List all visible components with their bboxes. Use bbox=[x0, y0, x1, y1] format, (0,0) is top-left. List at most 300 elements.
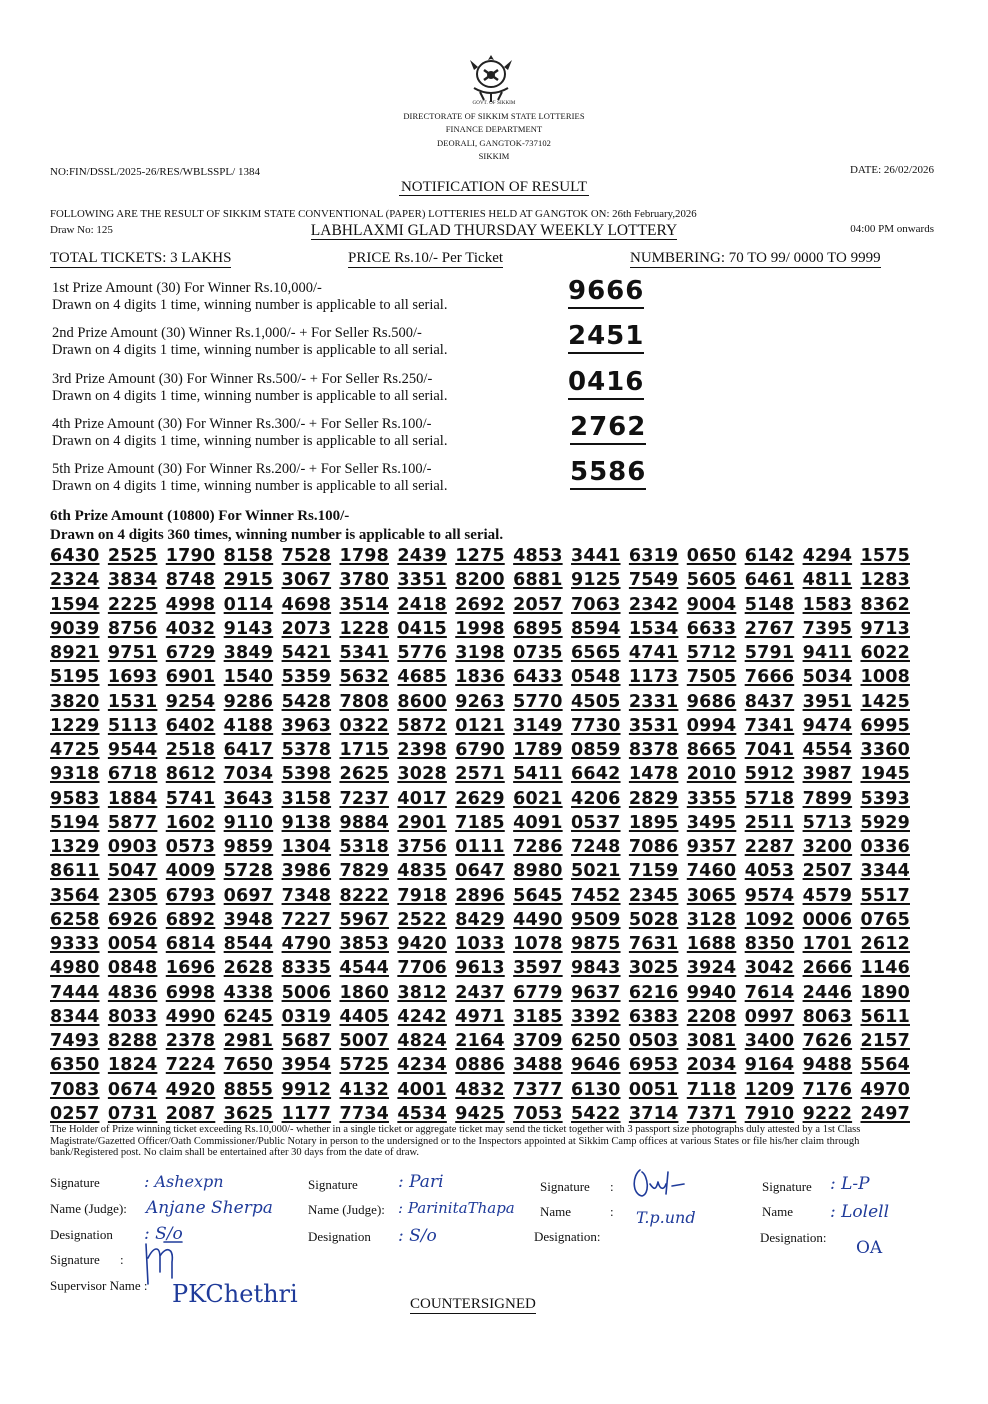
sixth-prize-number: 4017 bbox=[397, 788, 447, 809]
sixth-prize-number: 7910 bbox=[744, 1103, 795, 1124]
sixth-prize-number: 5194 bbox=[50, 812, 100, 833]
notification-date: DATE: 26/02/2026 bbox=[849, 164, 934, 176]
sixth-prize-number: 6565 bbox=[571, 643, 621, 663]
sixth-prize-number: 6417 bbox=[223, 740, 274, 760]
sixth-prize-number: 5929 bbox=[860, 812, 910, 833]
sixth-prize-number: 5006 bbox=[281, 982, 332, 1003]
sig2-name-handwritten: : ParinitaThapa bbox=[398, 1199, 515, 1217]
sixth-prize-number: 8921 bbox=[50, 643, 100, 663]
sixth-prize-number: 6995 bbox=[860, 715, 910, 736]
sixth-prize-number: 7371 bbox=[686, 1103, 737, 1124]
sixth-prize-number: 5741 bbox=[165, 788, 216, 809]
sixth-prize-number: 3820 bbox=[50, 691, 100, 712]
sixth-prize-number: 8335 bbox=[281, 958, 332, 979]
sixth-prize-row bbox=[50, 667, 910, 691]
sixth-prize-number: 5113 bbox=[107, 715, 158, 736]
sixth-prize-number: 5877 bbox=[107, 812, 158, 833]
sixth-prize-number: 4091 bbox=[513, 812, 563, 833]
sixth-prize-number: 3709 bbox=[513, 1031, 563, 1051]
sixth-prize-number: 9286 bbox=[223, 691, 274, 712]
sixth-prize-number: 2324 bbox=[50, 570, 100, 591]
sixth-prize-number: 9875 bbox=[571, 934, 621, 954]
sixth-prize-number: 2511 bbox=[744, 812, 795, 833]
sixth-prize-number: 2767 bbox=[744, 618, 795, 639]
sixth-prize-number: 5148 bbox=[744, 594, 795, 615]
sixth-prize-number: 3924 bbox=[686, 958, 737, 979]
sixth-prize-number: 3065 bbox=[686, 885, 737, 906]
sixth-prize-number: 7227 bbox=[281, 909, 332, 930]
sixth-prize-number: 8063 bbox=[802, 1006, 853, 1027]
sixth-prize-number: 2829 bbox=[628, 788, 679, 809]
sixth-prize-row bbox=[50, 886, 910, 910]
sixth-prize-number: 6245 bbox=[223, 1006, 274, 1027]
sixth-prize-number: 4685 bbox=[397, 667, 447, 688]
sixth-prize-number: 1229 bbox=[50, 715, 100, 736]
sixth-prize-number: 9125 bbox=[571, 570, 621, 591]
sixth-prize-number: 5378 bbox=[281, 740, 332, 760]
sixth-prize-number: 7650 bbox=[223, 1055, 274, 1076]
sixth-prize-number: 0859 bbox=[571, 740, 621, 760]
sixth-prize-number: 2612 bbox=[860, 934, 910, 954]
sixth-prize-number: 6793 bbox=[165, 885, 216, 906]
sixth-prize-number: 1693 bbox=[107, 667, 158, 688]
sixth-prize-number: 9686 bbox=[686, 691, 737, 712]
sixth-prize-number: 0319 bbox=[281, 1006, 332, 1027]
sixth-prize-number: 8288 bbox=[107, 1031, 158, 1051]
ticket-numbering: NUMBERING: 70 TO 99/ 0000 TO 9999 bbox=[630, 250, 881, 266]
sixth-prize-row bbox=[50, 910, 910, 934]
sixth-prize-number: 1575 bbox=[860, 546, 910, 566]
sixth-prize-number: 4234 bbox=[397, 1055, 447, 1076]
sixth-prize-row bbox=[50, 643, 910, 667]
sig1-designation-label: Designation bbox=[50, 1227, 113, 1242]
sixth-prize-number: 7248 bbox=[571, 837, 621, 857]
sixth-prize-number: 9110 bbox=[223, 812, 274, 833]
sixth-prize-number: 8378 bbox=[628, 740, 679, 760]
sixth-prize-number: 4009 bbox=[165, 861, 216, 882]
sixth-prize-number: 7528 bbox=[281, 546, 332, 566]
sixth-prize-number: 9222 bbox=[802, 1103, 853, 1124]
sixth-prize-number: 9574 bbox=[744, 885, 795, 906]
sixth-prize-number: 9646 bbox=[571, 1055, 621, 1076]
sixth-prize-number: 2378 bbox=[165, 1031, 216, 1051]
fourth-prize-number: 2762 bbox=[570, 412, 646, 445]
sixth-prize-number: 6319 bbox=[628, 546, 679, 566]
sixth-prize-number: 0765 bbox=[860, 909, 910, 930]
sixth-prize-number: 9509 bbox=[571, 909, 621, 930]
sixth-prize-number: 5605 bbox=[686, 570, 737, 591]
sixth-prize-number: 5725 bbox=[339, 1055, 389, 1076]
sixth-prize-number: 4998 bbox=[165, 594, 216, 615]
sixth-prize-number: 1688 bbox=[686, 934, 737, 954]
sixth-prize-row bbox=[50, 1031, 910, 1055]
sixth-prize-row bbox=[50, 764, 910, 788]
sixth-prize-number: 6350 bbox=[50, 1055, 100, 1076]
sixth-prize-number: 2625 bbox=[339, 764, 389, 785]
sixth-prize-number: 2010 bbox=[686, 764, 737, 785]
sixth-prize-number: 0994 bbox=[686, 715, 737, 736]
sixth-prize-row bbox=[50, 546, 910, 570]
sig2-name-label: Name (Judge): bbox=[308, 1202, 385, 1217]
sixth-prize-number: 3987 bbox=[802, 764, 853, 785]
second-prize-number: 2451 bbox=[568, 321, 644, 354]
sixth-prize-number: 2915 bbox=[223, 570, 274, 591]
sixth-prize-number: 2666 bbox=[802, 958, 853, 979]
sixth-prize-number: 6718 bbox=[107, 764, 158, 785]
state-emblem-icon bbox=[466, 52, 516, 104]
sixth-prize-number: 1283 bbox=[860, 570, 910, 591]
sixth-prize-number: 2287 bbox=[744, 837, 795, 857]
sixth-prize-number: 2331 bbox=[628, 691, 679, 712]
page-title: NOTIFICATION OF RESULT bbox=[400, 179, 588, 195]
sixth-prize-number: 1228 bbox=[339, 618, 389, 639]
sixth-prize-number: 9544 bbox=[107, 740, 158, 760]
sixth-prize-number: 7706 bbox=[397, 958, 447, 979]
sixth-prize-number: 1836 bbox=[455, 667, 505, 688]
sixth-prize-number: 7452 bbox=[571, 885, 621, 906]
sixth-prize-number: 6642 bbox=[571, 764, 621, 785]
sixth-prize-number: 3185 bbox=[513, 1006, 563, 1027]
sixth-prize-row bbox=[50, 740, 910, 764]
sixth-prize-number: 4971 bbox=[455, 1006, 505, 1027]
sixth-prize-number: 0336 bbox=[860, 837, 910, 857]
sixth-prize-number: 1696 bbox=[165, 958, 216, 979]
sixth-prize-number: 2692 bbox=[455, 594, 505, 615]
sixth-prize-number: 9318 bbox=[50, 764, 100, 785]
sixth-prize-number: 4188 bbox=[223, 715, 274, 736]
sixth-prize-number: 7626 bbox=[802, 1031, 853, 1051]
reference-number: NO:FIN/DSSL/2025-26/RES/WBLSSPL/ 1384 bbox=[50, 166, 260, 178]
sixth-prize-number: 9420 bbox=[397, 934, 447, 954]
sixth-prize-number: 3149 bbox=[513, 715, 563, 736]
sixth-prize-row bbox=[50, 934, 910, 958]
sixth-prize-number: 7460 bbox=[686, 861, 737, 882]
sixth-prize-number: 3780 bbox=[339, 570, 389, 591]
sixth-prize-number: 9164 bbox=[744, 1055, 795, 1076]
sixth-prize-number: 3392 bbox=[571, 1006, 621, 1027]
sixth-prize-number: 5718 bbox=[744, 788, 795, 809]
sixth-prize-number: 8748 bbox=[165, 570, 216, 591]
sixth-prize-number: 3564 bbox=[50, 885, 100, 906]
sixth-prize-number: 1078 bbox=[513, 934, 563, 954]
sixth-prize-row bbox=[50, 1007, 910, 1031]
sixth-prize-number-grid bbox=[50, 546, 910, 1128]
sixth-prize-number: 9583 bbox=[50, 788, 100, 809]
sixth-prize-number: 3128 bbox=[686, 909, 737, 930]
sixth-prize-number: 5645 bbox=[513, 885, 563, 906]
sixth-prize-number: 3351 bbox=[397, 570, 447, 591]
sixth-prize-number: 6021 bbox=[513, 788, 563, 809]
supervisor-signature-label: Signature bbox=[50, 1252, 100, 1267]
sixth-prize-number: 9357 bbox=[686, 837, 737, 857]
sixth-prize-number: 6383 bbox=[628, 1006, 679, 1027]
sixth-prize-number: 4832 bbox=[455, 1079, 505, 1100]
sixth-prize-number: 7734 bbox=[339, 1103, 389, 1124]
sixth-prize-number: 1998 bbox=[455, 618, 505, 639]
sixth-prize-number: 4853 bbox=[513, 546, 563, 566]
sixth-prize-number: 7899 bbox=[802, 788, 853, 809]
sixth-prize-number: 5195 bbox=[50, 667, 100, 688]
sixth-prize-number: 3200 bbox=[802, 837, 853, 857]
sixth-prize-number: 2157 bbox=[860, 1031, 910, 1051]
sixth-prize-number: 0735 bbox=[513, 643, 563, 663]
sixth-prize-number: 2034 bbox=[686, 1055, 737, 1076]
sixth-prize-number: 8611 bbox=[50, 861, 100, 882]
sixth-prize-number: 5028 bbox=[628, 909, 679, 930]
sixth-prize-number: 2896 bbox=[455, 885, 505, 906]
sig2-designation-label: Designation bbox=[308, 1229, 371, 1244]
draw-time: 04:00 PM onwards bbox=[850, 223, 934, 235]
address: DEORALI, GANGTOK-737102 bbox=[436, 138, 552, 148]
sixth-prize-number: 4811 bbox=[802, 570, 853, 591]
sixth-prize-number: 6216 bbox=[628, 982, 679, 1003]
sig4-designation-handwritten: OA bbox=[856, 1238, 883, 1258]
sixth-prize-row bbox=[50, 983, 910, 1007]
sixth-prize-number: 9488 bbox=[802, 1055, 853, 1076]
sixth-prize-number: 5564 bbox=[860, 1055, 910, 1076]
sixth-prize-number: 4405 bbox=[339, 1006, 389, 1027]
sig1-name-label: Name (Judge): bbox=[50, 1201, 127, 1216]
sixth-prize-number: 7829 bbox=[339, 861, 389, 882]
sixth-prize-number: 1860 bbox=[339, 982, 389, 1003]
sixth-prize-number: 4579 bbox=[802, 885, 853, 906]
sixth-prize-number: 5359 bbox=[281, 667, 332, 688]
sixth-prize-number: 2225 bbox=[107, 594, 158, 615]
sixth-prize-number: 2571 bbox=[455, 764, 505, 785]
govt-label: GOVT. OF SIKKIM bbox=[472, 101, 516, 106]
sixth-prize-row bbox=[50, 1080, 910, 1104]
sixth-prize-row bbox=[50, 837, 910, 861]
sixth-prize-number: 4725 bbox=[50, 740, 100, 760]
fifth-prize-description: 5th Prize Amount (30) For Winner Rs.200/- + For Seller Rs.100/- Drawn on 4 digits 1 time, winning number is applicable to all serial. bbox=[52, 461, 448, 494]
sig3-signature-label: Signature bbox=[540, 1179, 590, 1194]
sig2-signature-label: Signature bbox=[308, 1177, 358, 1192]
sixth-prize-number: 2439 bbox=[397, 546, 447, 566]
sixth-prize-number: 1146 bbox=[860, 958, 910, 979]
sixth-prize-number: 3812 bbox=[397, 982, 447, 1003]
sixth-prize-number: 5611 bbox=[860, 1006, 910, 1027]
sixth-prize-number: 3081 bbox=[686, 1031, 737, 1051]
total-tickets: TOTAL TICKETS: 3 LAKHS bbox=[50, 250, 232, 266]
sixth-prize-number: 6814 bbox=[165, 934, 216, 954]
sixth-prize-number: 4544 bbox=[339, 958, 389, 979]
sixth-prize-number: 2507 bbox=[802, 861, 853, 882]
sixth-prize-number: 2398 bbox=[397, 740, 447, 760]
sixth-prize-number: 1092 bbox=[744, 909, 795, 930]
fifth-prize-number: 5586 bbox=[570, 457, 646, 490]
sixth-prize-number: 7159 bbox=[628, 861, 679, 882]
sixth-prize-number: 0051 bbox=[628, 1079, 679, 1100]
sixth-prize-number: 0322 bbox=[339, 715, 389, 736]
sixth-prize-number: 9912 bbox=[281, 1079, 332, 1100]
sixth-prize-number: 7808 bbox=[339, 691, 389, 712]
lottery-name: LABHLAXMI GLAD THURSDAY WEEKLY LOTTERY bbox=[310, 222, 678, 239]
sixth-prize-number: 1177 bbox=[281, 1103, 332, 1124]
sixth-prize-number: 2057 bbox=[513, 594, 563, 615]
sixth-prize-number: 1008 bbox=[860, 667, 910, 688]
sixth-prize-number: 7063 bbox=[571, 594, 621, 615]
result-intro: FOLLOWING ARE THE RESULT OF SIKKIM STATE CONVENTIONAL (PAPER) LOTTERIES HELD AT GANGTOK ON: 26th February,2026 bbox=[50, 208, 697, 220]
sixth-prize-number: 1895 bbox=[628, 812, 679, 833]
sixth-prize-number: 8344 bbox=[50, 1006, 100, 1027]
sixth-prize-number: 8158 bbox=[223, 546, 274, 566]
sixth-prize-number: 3198 bbox=[455, 643, 505, 663]
sixth-prize-number: 9843 bbox=[571, 958, 621, 979]
sixth-prize-number: 7395 bbox=[802, 618, 853, 639]
sixth-prize-number: 1798 bbox=[339, 546, 389, 566]
sixth-prize-number: 8033 bbox=[107, 1006, 158, 1027]
directorate-name: DIRECTORATE OF SIKKIM STATE LOTTERIES bbox=[403, 111, 585, 121]
sixth-prize-number: 3025 bbox=[628, 958, 679, 979]
sixth-prize-number: 6790 bbox=[455, 740, 505, 760]
sixth-prize-number: 1173 bbox=[628, 667, 679, 688]
sixth-prize-row bbox=[50, 1055, 910, 1079]
sixth-prize-number: 0674 bbox=[107, 1079, 158, 1100]
sixth-prize-number: 3948 bbox=[223, 909, 274, 930]
sixth-prize-number: 7730 bbox=[571, 715, 621, 736]
sixth-prize-number: 9411 bbox=[802, 643, 853, 663]
sixth-prize-number: 5398 bbox=[281, 764, 332, 785]
sixth-prize-number: 3643 bbox=[223, 788, 274, 809]
sixth-prize-number: 4338 bbox=[223, 982, 274, 1003]
sig3-name-colon: : bbox=[610, 1204, 614, 1219]
sixth-prize-number: 1425 bbox=[860, 691, 910, 712]
sixth-prize-number: 1275 bbox=[455, 546, 505, 566]
sixth-prize-number: 4790 bbox=[281, 934, 332, 954]
sixth-prize-number: 5034 bbox=[802, 667, 853, 688]
sixth-prize-number: 5411 bbox=[513, 764, 563, 785]
sixth-prize-number: 4505 bbox=[571, 691, 621, 712]
sixth-prize-number: 7614 bbox=[744, 982, 795, 1003]
sixth-prize-number: 1824 bbox=[107, 1055, 158, 1076]
sixth-prize-number: 1478 bbox=[628, 764, 679, 785]
sixth-prize-number: 0415 bbox=[397, 618, 447, 639]
sixth-prize-number: 0647 bbox=[455, 861, 505, 882]
sixth-prize-number: 5687 bbox=[281, 1031, 332, 1051]
sixth-prize-number: 3360 bbox=[860, 740, 910, 760]
sixth-prize-number: 4824 bbox=[397, 1031, 447, 1051]
sixth-prize-number: 7341 bbox=[744, 715, 795, 736]
sixth-prize-number: 1304 bbox=[281, 837, 332, 857]
sixth-prize-number: 6953 bbox=[628, 1055, 679, 1076]
sixth-prize-number: 5047 bbox=[107, 861, 158, 882]
sixth-prize-number: 6142 bbox=[744, 546, 795, 566]
sixth-prize-number: 6926 bbox=[107, 909, 158, 930]
claim-note: The Holder of Prize winning ticket exceeding Rs.10,000/- whether in a single ticket or aggregate ticket may send the ticket together with 3 passport size photographs duly attested by a 1st Class Magistrate/Gazetted Officer/Oath Commissioner/Public Notary in person to the undersigned or to the Inspectors appointed at Sikkim Camp offices at various States or file his/her claim through bank/Registered post. No claim shall be entertained after 30 days from the date of draw. bbox=[50, 1124, 861, 1158]
sixth-prize-number: 8350 bbox=[744, 934, 795, 954]
sixth-prize-number: 5967 bbox=[339, 909, 389, 930]
sixth-prize-number: 1531 bbox=[107, 691, 158, 712]
sixth-prize-number: 2901 bbox=[397, 812, 447, 833]
sixth-prize-number: 2522 bbox=[397, 909, 447, 930]
sig2-designation-handwritten: : S/o bbox=[398, 1226, 437, 1246]
sixth-prize-number: 7034 bbox=[223, 764, 274, 785]
sixth-prize-number: 8437 bbox=[744, 691, 795, 712]
sixth-prize-number: 3158 bbox=[281, 788, 332, 809]
sixth-prize-number: 3714 bbox=[628, 1103, 679, 1124]
sixth-prize-number: 9751 bbox=[107, 643, 158, 663]
sixth-prize-number: 4741 bbox=[628, 643, 679, 663]
sixth-prize-number: 9263 bbox=[455, 691, 505, 712]
sig3-name-handwritten: T.p.und bbox=[636, 1208, 696, 1227]
sig1-name-handwritten: Anjane Sherpa bbox=[146, 1198, 273, 1218]
sixth-prize-number: 3849 bbox=[223, 643, 274, 663]
sixth-prize-number: 9425 bbox=[455, 1103, 505, 1124]
sixth-prize-number: 6402 bbox=[165, 715, 216, 736]
sixth-prize-number: 6633 bbox=[686, 618, 737, 639]
sixth-prize-number: 9254 bbox=[165, 691, 216, 712]
fourth-prize-description: 4th Prize Amount (30) For Winner Rs.300/- + For Seller Rs.100/- Drawn on 4 digits 1 time, winning number is applicable to all serial. bbox=[52, 416, 448, 449]
sixth-prize-number: 4001 bbox=[397, 1079, 447, 1100]
sixth-prize-number: 7176 bbox=[802, 1079, 853, 1100]
sixth-prize-number: 2305 bbox=[107, 885, 158, 906]
sixth-prize-number: 4698 bbox=[281, 594, 332, 615]
sixth-prize-row bbox=[50, 789, 910, 813]
sixth-prize-number: 0697 bbox=[223, 885, 274, 906]
sixth-prize-number: 3400 bbox=[744, 1031, 795, 1051]
sixth-prize-number: 4053 bbox=[744, 861, 795, 882]
sixth-prize-number: 3042 bbox=[744, 958, 795, 979]
sixth-prize-number: 6779 bbox=[513, 982, 563, 1003]
sixth-prize-number: 9143 bbox=[223, 618, 274, 639]
sixth-prize-number: 4294 bbox=[802, 546, 853, 566]
sixth-prize-number: 9333 bbox=[50, 934, 100, 954]
sixth-prize-number: 6729 bbox=[165, 643, 216, 663]
sixth-prize-number: 5421 bbox=[281, 643, 332, 663]
sixth-prize-number: 6461 bbox=[744, 570, 795, 591]
sixth-prize-row bbox=[50, 595, 910, 619]
sixth-prize-number: 0503 bbox=[628, 1031, 679, 1051]
sixth-prize-number: 0006 bbox=[802, 909, 853, 930]
sixth-prize-number: 0731 bbox=[107, 1103, 158, 1124]
sig3-signature-colon: : bbox=[610, 1179, 614, 1194]
sixth-prize-number: 2981 bbox=[223, 1031, 274, 1051]
sixth-prize-number: 7377 bbox=[513, 1079, 563, 1100]
sixth-prize-number: 5632 bbox=[339, 667, 389, 688]
sixth-prize-number: 2073 bbox=[281, 618, 332, 639]
sixth-prize-number: 8594 bbox=[571, 618, 621, 639]
sixth-prize-number: 7493 bbox=[50, 1031, 100, 1051]
sixth-prize-number: 6258 bbox=[50, 909, 100, 930]
sixth-prize-number: 7053 bbox=[513, 1103, 563, 1124]
sixth-prize-number: 4970 bbox=[860, 1079, 910, 1100]
sixth-prize-number: 2087 bbox=[165, 1103, 216, 1124]
sixth-prize-number: 3756 bbox=[397, 837, 447, 857]
sixth-prize-number: 2342 bbox=[628, 594, 679, 615]
countersigned-label: COUNTERSIGNED bbox=[410, 1296, 536, 1312]
sixth-prize-number: 4032 bbox=[165, 618, 216, 639]
sixth-prize-number: 7505 bbox=[686, 667, 737, 688]
sixth-prize-number: 2525 bbox=[107, 546, 158, 566]
sixth-prize-number: 3625 bbox=[223, 1103, 274, 1124]
sixth-prize-number: 3514 bbox=[339, 594, 389, 615]
sixth-prize-row bbox=[50, 619, 910, 643]
sixth-prize-number: 5872 bbox=[397, 715, 447, 736]
sixth-prize-row bbox=[50, 861, 910, 885]
sixth-prize-number: 3951 bbox=[802, 691, 853, 712]
sixth-prize-number: 1329 bbox=[50, 837, 100, 857]
sixth-prize-number: 0848 bbox=[107, 958, 158, 979]
sixth-prize-number: 4242 bbox=[397, 1006, 447, 1027]
sixth-prize-number: 6881 bbox=[513, 570, 563, 591]
sig3-name-label: Name bbox=[540, 1204, 572, 1219]
sig4-name-handwritten: : Lolell bbox=[830, 1202, 890, 1222]
sixth-prize-number: 9004 bbox=[686, 594, 737, 615]
sixth-prize-number: 1534 bbox=[628, 618, 679, 639]
sixth-prize-number: 7118 bbox=[686, 1079, 737, 1100]
sixth-prize-number: 2418 bbox=[397, 594, 447, 615]
state-name: SIKKIM bbox=[478, 151, 510, 161]
